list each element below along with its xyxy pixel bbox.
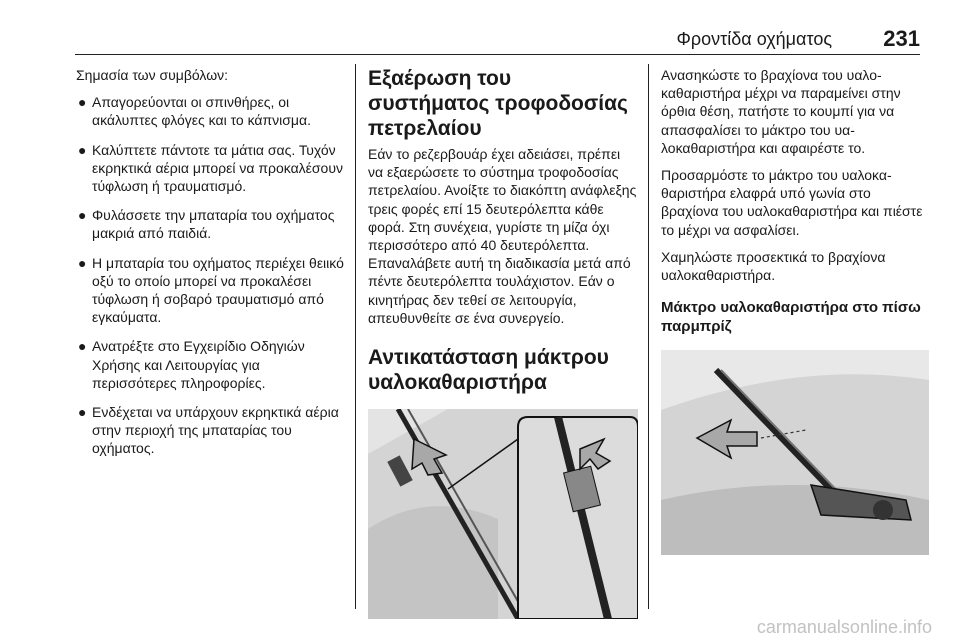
section-heading-rear-wiper: Μάκτρο υαλοκαθαριστήρα στο πίσω παρμπρίζ [661, 299, 921, 336]
bullet-icon: ● [78, 404, 87, 421]
wiper-step-paragraph: Ανασηκώστε το βραχίονα του υαλοκαθαριστήρα μέχρι να παραμείνει στην όρθια θέση, πατήστε το κουμπί για να απασφαλίσει το μάκτρο του υαλοκαθαριστήρα και αφαιρέστε το. [661, 67, 901, 156]
bullet-icon: ● [78, 94, 87, 111]
rear-wiper-illustration [661, 350, 929, 555]
page-header [75, 24, 920, 55]
bullet-icon: ● [78, 254, 87, 271]
fuel-bleed-paragraph: Εάν το ρεζερβουάρ έχει αδειάσει, πρέπει να εξαερώσετε το σύστημα τροφοδοσίας πετρελαίου. Ανοίξτε το διακόπτη ανάφλεξης τρεις φορές επί 15 δευτερόλεπτα κάθε φορά. Στη συνέχεια, γυρίστε τη μίζα όχι περισσότερο από 40 δευτερόλεπτα. Επαναλάβετε αυτή τη διαδικασία μετά από πέντε δευτερόλεπτα τουλάχιστον. Εάν ο κινητήρας δεν τεθεί σε λειτουργία, απευθυνθείτε σε ένα συνεργείο. [368, 146, 637, 326]
column-divider [355, 64, 356, 609]
list-item: ● Καλύπτετε πάντοτε τα μάτια σας. Τυχόν εκρηκτικά αέρια μπορεί να προκαλέσουν τύφλωση ή τραυματισμό. [78, 141, 343, 195]
bullet-icon: ● [78, 338, 87, 355]
page-number: 231 [883, 26, 920, 51]
right-column [661, 66, 929, 555]
wiper-blade-illustration [368, 409, 638, 619]
list-item: ● Ανατρέξτε στο Εγχειρίδιο Οδηγιών Χρήσης και Λειτουργίας για περισσότερες πληροφορίες. [78, 338, 305, 391]
column-divider [648, 64, 649, 609]
wiper-step-paragraph: Χαμηλώστε προσεκτικά το βραχίονα υαλοκαθαριστήρα. [661, 248, 886, 284]
list-item: ● Απαγορεύονται οι σπινθήρες, οι ακάλυπτες φλόγες και το κάπνισμα. [78, 94, 311, 129]
list-item: ● Ενδέχεται να υπάρχουν εκρηκτικά αέρια στην περιοχή της μπαταρίας του οχήματος. [78, 404, 339, 457]
bullet-icon: ● [78, 207, 87, 224]
section-heading-fuel-bleed: Εξαέρωση του συστήματος τροφοδοσίας πετρελαίου [368, 67, 628, 140]
symbols-intro: Σημασία των συμβόλων: [76, 67, 229, 83]
section-heading-wiper-replacement: Αντικατάσταση μάκτρου υαλοκαθαριστήρα [368, 346, 609, 395]
list-item: ● Η μπαταρία του οχήματος περιέχει θειικό οξύ το οποίο μπορεί να προκαλέσει τύφλωση ή σοβαρό τραυματισμό από εγκαύματα. [78, 254, 344, 326]
middle-column [368, 66, 638, 619]
list-item: ● Φυλάσσετε την μπαταρία του οχήματος μακριά από παιδιά. [78, 207, 335, 242]
left-column [76, 66, 346, 469]
bullet-icon: ● [78, 141, 87, 158]
wiper-step-paragraph: Προσαρμόστε το μάκτρο του υαλοκαθαριστήρα ελαφρά υπό γωνία στο βραχίονα του υαλοκαθαριστήρα και πιέστε το μέχρι να ασφαλίσει. [661, 167, 923, 238]
watermark: carmanualsonline.info [756, 617, 932, 637]
symbols-list [76, 93, 346, 457]
header-title: Φροντίδα οχήματος [676, 29, 832, 49]
